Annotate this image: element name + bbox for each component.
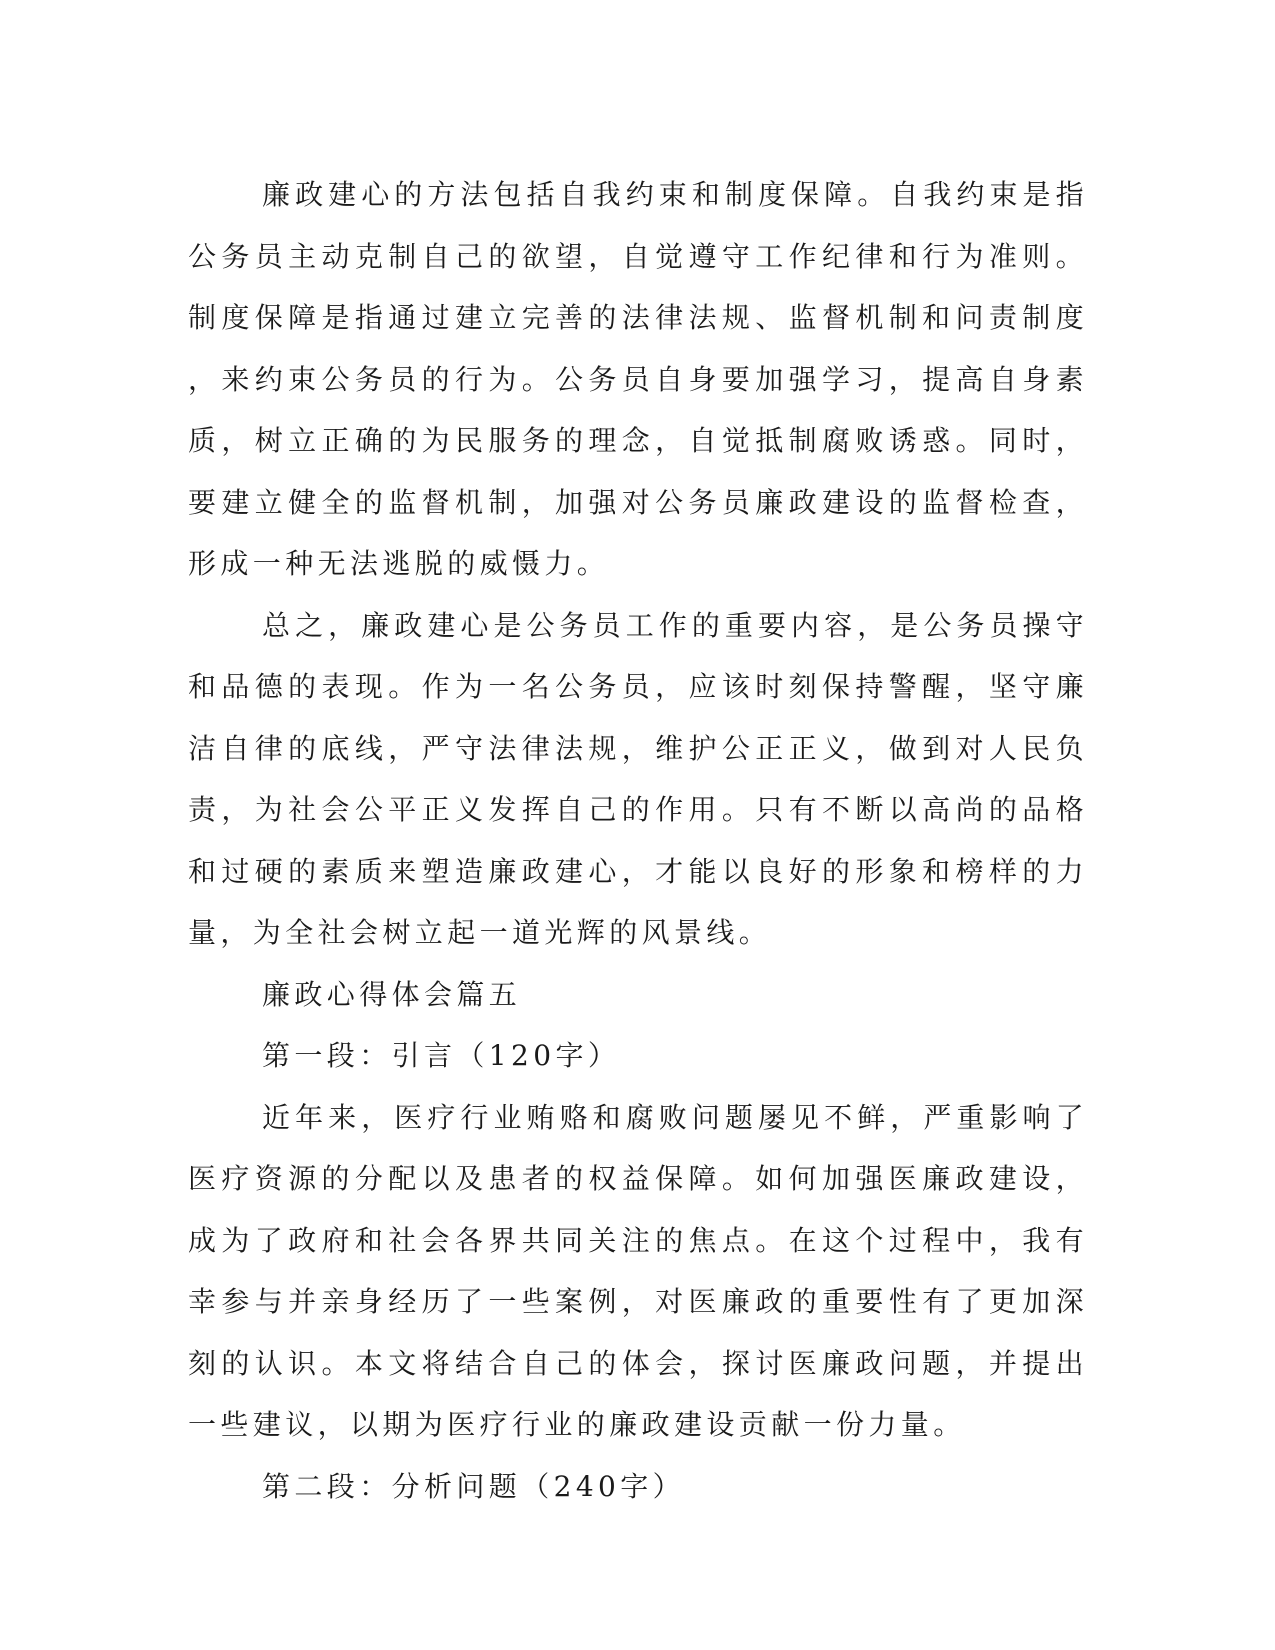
section-title: 廉政心得体会篇五 [262,977,522,1011]
section-heading-intro: 第一段：引言（120字） [262,1039,621,1072]
section-heading-analysis: 第二段：分析问题（240字） [262,1469,686,1503]
paragraph-method: 廉政建心的方法包括自我约束和制度保障。自我约束是指公务员主动克制自己的欲望，自觉遵守工作纪律和行为准则。制度保障是指通过建立完善的法律法规、监督机制和问责制度，来约束公务员的行为。公务员自身要加强学习，提高自身素质，树立正确的为民服务的理念，自觉抵制腐败诱惑。同时，要建立健全的监督机制，加强对公务员廉政建设的监督检查，形成一种无法逃脱的威慑力。 [188,178,1088,580]
paragraph-conclusion: 总之，廉政建心是公务员工作的重要内容，是公务员操守和品德的表现。作为一名公务员，应该时刻保持警醒，坚守廉洁自律的底线，严守法律法规，维护公正正义，做到对人民负责，为社会公平正义发挥自己的作用。只有不断以高尚的品格和过硬的素质来塑造廉政建心，才能以良好的形象和榜样的力量，为全社会树立起一道光辉的风景线。 [188,608,1088,949]
document-body [188,164,1088,1517]
paragraph-intro: 近年来，医疗行业贿赂和腐败问题屡见不鲜，严重影响了医疗资源的分配以及患者的权益保障。如何加强医廉政建设，成为了政府和社会各界共同关注的焦点。在这个过程中，我有幸参与并亲身经历了一些案例，对医廉政的重要性有了更加深刻的认识。本文将结合自己的体会，探讨医廉政问题，并提出一些建议，以期为医疗行业的廉政建设贡献一份力量。 [188,1100,1088,1441]
